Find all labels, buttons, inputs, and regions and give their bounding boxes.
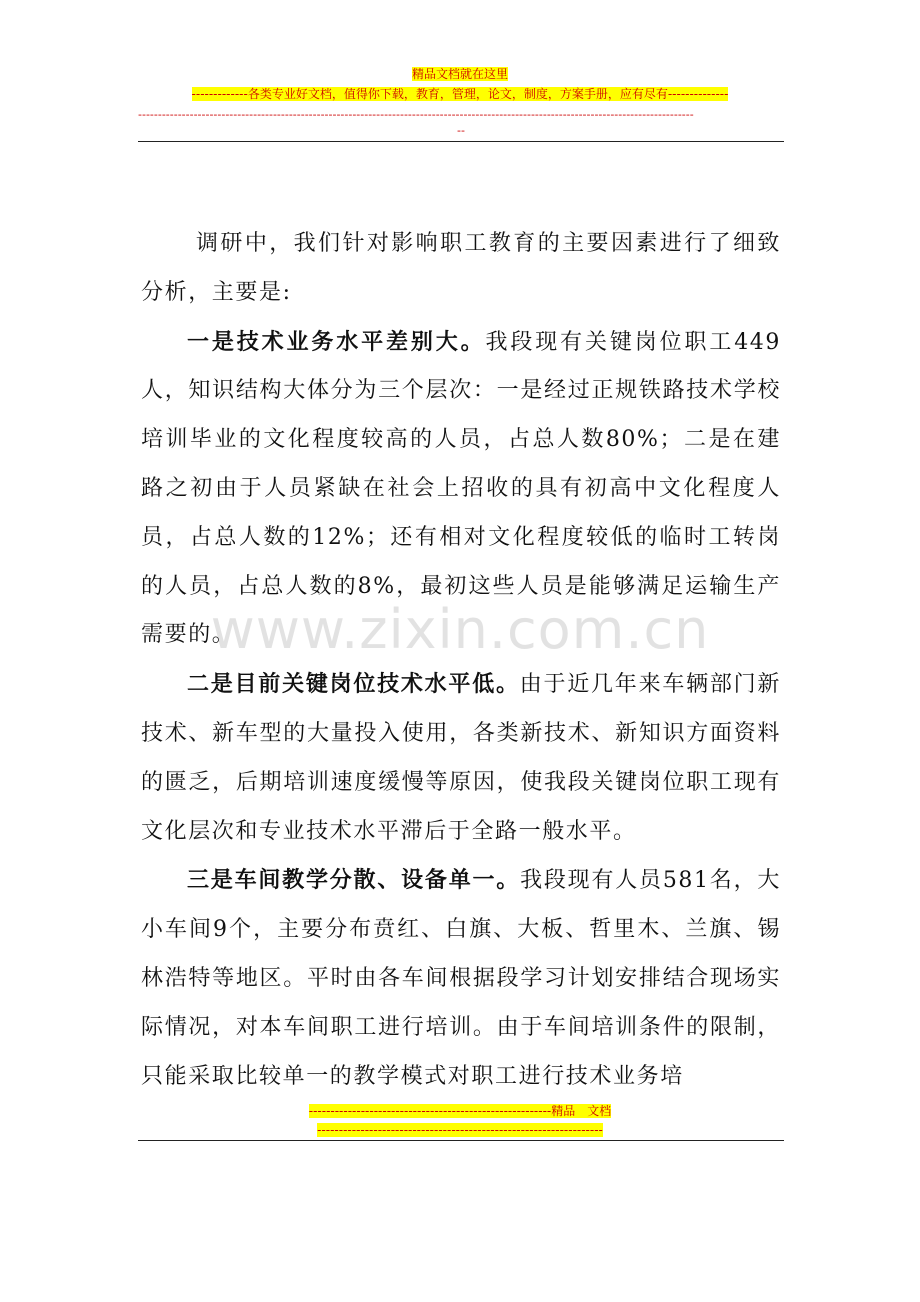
header-banner xyxy=(0,86,920,102)
header-title xyxy=(0,66,920,82)
point-paragraph-3 xyxy=(141,856,781,1101)
point-heading-3: 三是车间教学分散、设备单一。 xyxy=(187,867,521,894)
header-dash-line-continued: -- xyxy=(457,124,465,137)
header-title-text: 精品文档就在这里 xyxy=(411,67,508,81)
point-text-2: 由于近几年来车辆部门新技术、新车型的大量投入使用，各类新技术、新知识方面资料的匮乏，后期培训速度缓慢等原因，使我段关键岗位职工现有文化层次和专业技术水平滞后于全路一般水平。 xyxy=(141,672,781,844)
footer-label xyxy=(0,1103,920,1119)
point-paragraph-2 xyxy=(141,660,781,856)
document-body xyxy=(141,220,781,1101)
point-heading-2: 二是目前关键岗位技术水平低。 xyxy=(187,671,520,698)
footer-dash-text: ------------------------------------------------------------------ xyxy=(317,1123,603,1137)
header-rule xyxy=(138,141,784,142)
header-banner-text: -------------各类专业好文档，值得你下载，教育，管理，论文，制度，方案手册，应有尽有-------------- xyxy=(191,87,729,101)
point-text-3: 我段现有人员581名，大小车间9个，主要分布贲红、白旗、大板、哲里木、兰旗、锡林浩特等地区。平时由各车间根据段学习计划安排结合现场实际情况，对本车间职工进行培训。由于车间培训条件的限制，只能采取比较单一的教学模式对职工进行技术业务培 xyxy=(141,868,781,1089)
point-paragraph-1 xyxy=(141,318,781,661)
footer-dash xyxy=(0,1122,920,1138)
footer-label-text: --------------------------------------------------------精品 文档 xyxy=(308,1104,612,1118)
header-dash-line: -------------------------------------------------------------------------------------------------------------------------------------------- xyxy=(138,108,694,121)
footer-rule xyxy=(138,1140,784,1141)
point-text-1: 我段现有关键岗位职工449人，知识结构大体分为三个层次：一是经过正规铁路技术学校培训毕业的文化程度较高的人员，占总人数80%；二是在建路之初由于人员紧缺在社会上招收的具有初高中文化程度人员，占总人数的12%；还有相对文化程度较低的临时工转岗的人员，占总人数的8%，最初这些人员是能够满足运输生产需要的。 xyxy=(141,329,782,648)
watermark: www.zixin.com.cn xyxy=(210,598,710,661)
point-heading-1: 一是技术业务水平差别大。 xyxy=(187,328,486,355)
intro-paragraph: 调研中，我们针对影响职工教育的主要因素进行了细致分析，主要是: xyxy=(141,231,781,305)
